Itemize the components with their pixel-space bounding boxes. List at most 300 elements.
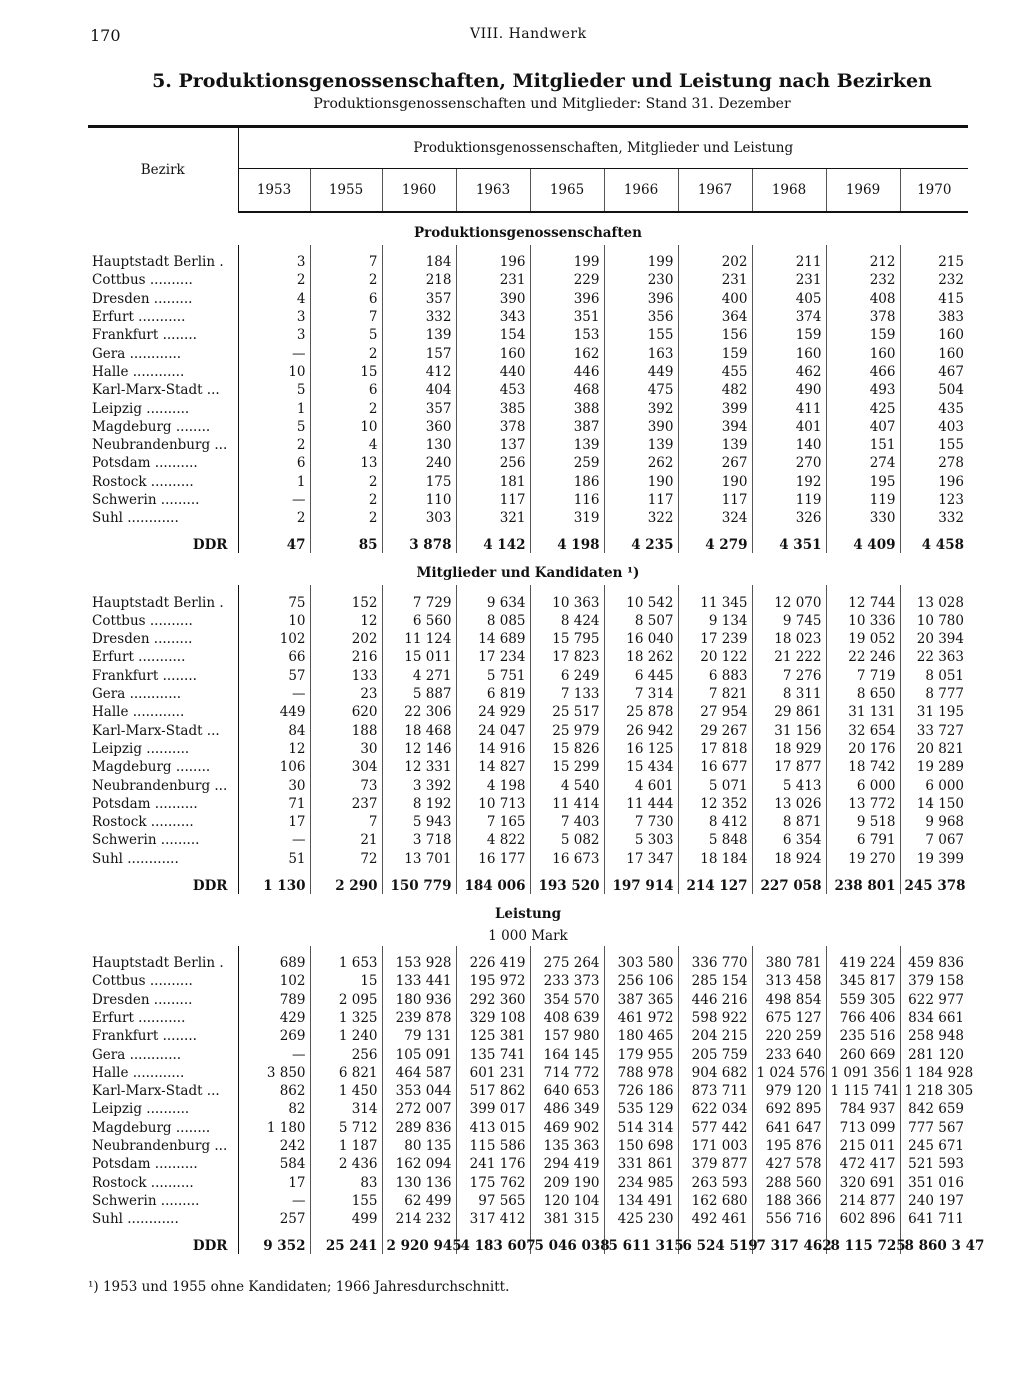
value-cell: 979 120 [752,1082,826,1100]
value-cell: 140 [752,436,826,454]
spacer-cell [456,245,530,253]
table-row [88,399,968,417]
value-cell: 179 955 [604,1045,678,1063]
value-cell: 446 216 [678,991,752,1009]
value-cell: 233 640 [752,1045,826,1063]
value-cell: 27 954 [678,703,752,721]
value-cell: 5 751 [456,667,530,685]
value-cell: 425 [826,399,900,417]
bezirk-name: Potsdam .......... [88,454,238,472]
value-cell: 18 924 [752,850,826,868]
value-cell: 360 [382,418,456,436]
value-cell: 110 [382,491,456,509]
value-cell: 281 120 [908,1046,964,1063]
value-cell: 7 165 [456,813,530,831]
value-cell: 269 [238,1027,310,1045]
value-cell: 18 929 [752,740,826,758]
value-cell: 23 [310,685,382,703]
value-cell: 399 [678,399,752,417]
page-number: 170 [90,26,121,45]
value-cell: 556 716 [752,1210,826,1228]
value-cell: 29 861 [752,703,826,721]
value-cell: 2 [238,436,310,454]
value-cell: 6 791 [826,831,900,849]
value-cell: 267 [678,454,752,472]
spacer-cell [900,245,968,253]
value-cell: 408 639 [530,1009,604,1027]
value-cell: 196 [938,473,964,490]
value-cell: 10 363 [530,593,604,611]
value-cell: 462 [752,363,826,381]
value-cell: 380 781 [752,954,826,972]
value-cell: 689 [238,954,310,972]
value-cell: 160 [938,345,964,362]
value-cell: 904 682 [678,1064,752,1082]
value-cell: 425 230 [604,1210,678,1228]
value-cell: 196 [456,253,530,271]
value-cell: 10 713 [456,795,530,813]
value-cell: 336 770 [678,954,752,972]
table-row [88,344,968,362]
value-cell: 14 689 [456,630,530,648]
table-row [88,491,968,509]
bezirk-name: Schwerin ......... [88,1192,238,1210]
value-cell: 216 [310,648,382,666]
value-cell: 559 305 [826,991,900,1009]
value-cell: 5 303 [604,831,678,849]
value-cell: 29 267 [678,722,752,740]
value-cell: 640 653 [530,1082,604,1100]
value-cell: 22 363 [916,649,964,666]
bezirk-name: Leipzig .......... [88,399,238,417]
total-value: 4 198 [530,527,604,553]
year-header: 1969 [826,169,900,213]
total-value: 4 409 [826,527,900,553]
value-cell: 155 [310,1192,382,1210]
spacer-cell [382,245,456,253]
value-cell: 10 [238,363,310,381]
value-cell: 3 392 [382,776,456,794]
value-cell: 19 289 [916,759,964,776]
value-cell: 319 [530,509,604,527]
value-cell: 304 [310,758,382,776]
value-cell: 80 135 [382,1137,456,1155]
value-cell: 32 654 [826,722,900,740]
value-cell: 9 634 [456,593,530,611]
value-cell: 19 270 [826,850,900,868]
value-cell: 106 [238,758,310,776]
value-cell: 12 744 [826,593,900,611]
total-value: 9 352 [238,1228,310,1254]
value-cell: 419 224 [826,954,900,972]
value-cell: 4 540 [530,776,604,794]
value-cell: 274 [826,454,900,472]
value-cell: 472 417 [826,1155,900,1173]
value-cell: 535 129 [604,1100,678,1118]
value-cell: 190 [604,473,678,491]
bezirk-name: Cottbus .......... [88,972,238,990]
value-cell: 159 [678,344,752,362]
value-cell: 464 587 [382,1064,456,1082]
value-cell: 10 336 [826,612,900,630]
bezirk-name: Cottbus .......... [88,612,238,630]
value-cell: 435 [938,400,964,417]
spacer-cell [752,245,826,253]
total-value: 227 058 [752,868,826,894]
value-cell: 256 [310,1045,382,1063]
total-value: 4 183 607 [456,1228,530,1254]
total-value: 7 317 462 [752,1228,826,1254]
value-cell: 135 363 [530,1137,604,1155]
bezirk-name: Frankfurt ........ [88,326,238,344]
table-subtitle: Produktionsgenossenschaften und Mitglieder: Stand 31. Dezember [313,96,791,112]
value-cell: 272 007 [382,1100,456,1118]
bezirk-name: Frankfurt ........ [88,1027,238,1045]
value-cell: 160 [826,344,900,362]
value-cell: 15 826 [530,740,604,758]
group-header: Produktionsgenossenschaften, Mitglieder und Leistung [238,127,968,169]
table-row [88,1082,968,1100]
value-cell: 2 [310,344,382,362]
value-cell: 1 653 [310,954,382,972]
value-cell: 6 821 [310,1064,382,1082]
value-cell: 153 928 [382,954,456,972]
bezirk-name: Cottbus .......... [88,271,238,289]
total-value: 4 235 [604,527,678,553]
total-value: 4 351 [752,527,826,553]
value-cell: 504 [938,382,964,399]
value-cell: 675 127 [752,1009,826,1027]
value-cell: 622 977 [908,991,964,1008]
value-cell: 160 [456,344,530,362]
value-cell: 8 777 [925,686,964,703]
value-cell: 12 070 [752,593,826,611]
value-cell: 155 [604,326,678,344]
value-cell: 215 [938,254,964,271]
table-row [88,612,968,630]
value-cell: 9 134 [678,612,752,630]
value-cell: 15 [310,363,382,381]
value-cell: 4 822 [456,831,530,849]
table-body [88,212,985,1255]
bezirk-name: Erfurt ........... [88,1009,238,1027]
value-cell: 784 937 [826,1100,900,1118]
table-row [88,667,968,685]
value-cell: 181 [456,473,530,491]
value-cell: 226 419 [456,954,530,972]
value-cell: 403 [938,418,964,435]
value-cell: 16 673 [530,850,604,868]
value-cell: 159 [826,326,900,344]
value-cell: 30 [238,776,310,794]
value-cell: 584 [238,1155,310,1173]
total-row [88,868,968,894]
value-cell: 357 [382,290,456,308]
value-cell: 72 [310,850,382,868]
value-cell: 188 366 [752,1192,826,1210]
value-cell: 6 354 [752,831,826,849]
value-cell: 31 156 [752,722,826,740]
value-cell: 17 239 [678,630,752,648]
value-cell: 453 [456,381,530,399]
value-cell: 21 [310,831,382,849]
value-cell: 873 711 [678,1082,752,1100]
value-cell: 57 [238,667,310,685]
value-cell: 5 082 [530,831,604,849]
value-cell: 6 883 [678,667,752,685]
value-cell: 322 [604,509,678,527]
value-cell: 641 647 [752,1119,826,1137]
value-cell: 5 887 [382,685,456,703]
table-row [88,271,968,289]
value-cell: 159 [752,326,826,344]
value-cell: 73 [310,776,382,794]
bezirk-name: Suhl ............ [88,1210,238,1228]
value-cell: 18 023 [752,630,826,648]
value-cell: 429 [238,1009,310,1027]
value-cell: 388 [530,399,604,417]
value-cell: 240 [382,454,456,472]
section-header-row [88,212,968,245]
spacer-cell [382,585,456,593]
value-cell: 202 [310,630,382,648]
value-cell: 218 [382,271,456,289]
value-cell: 14 150 [916,795,964,812]
value-cell: 15 299 [530,758,604,776]
section-title: Mitglieder und Kandidaten ¹) [416,565,640,582]
value-cell: 17 347 [604,850,678,868]
value-cell: 390 [604,418,678,436]
table-row [88,991,968,1009]
value-cell: 7 067 [925,832,964,849]
value-cell: 622 034 [678,1100,752,1118]
total-value: 1 130 [238,868,310,894]
value-cell: 20 176 [826,740,900,758]
value-cell: 66 [238,648,310,666]
value-cell: 134 491 [604,1192,678,1210]
value-cell: 175 [382,473,456,491]
value-cell: 7 821 [678,685,752,703]
table-row [88,1119,968,1137]
value-cell: 130 [382,436,456,454]
value-cell: 192 [752,473,826,491]
value-cell: 1 091 356 [826,1064,900,1082]
value-cell: 17 [238,1173,310,1191]
value-cell: 275 264 [530,954,604,972]
table-row [88,436,968,454]
bezirk-name: Karl-Marx-Stadt ... [88,381,238,399]
value-cell: 8 051 [925,667,964,684]
value-cell: 241 176 [456,1155,530,1173]
value-cell: 378 [826,308,900,326]
value-cell: 139 [604,436,678,454]
value-cell: 3 850 [238,1064,310,1082]
spacer-cell [900,946,968,954]
value-cell: 239 878 [382,1009,456,1027]
spacer-cell [88,585,238,593]
value-cell: 5 712 [310,1119,382,1137]
bezirk-name: Gera ............ [88,685,238,703]
spacer-cell [530,245,604,253]
value-cell: 190 [678,473,752,491]
bezirk-name: Rostock .......... [88,1173,238,1191]
value-cell: 153 [530,326,604,344]
value-cell: 427 578 [752,1155,826,1173]
value-cell: 413 015 [456,1119,530,1137]
value-cell: 641 711 [908,1211,964,1228]
value-cell: 392 [604,399,678,417]
value-cell: 862 [238,1082,310,1100]
table-row [88,1210,968,1228]
table-row [88,1100,968,1118]
value-cell: 16 040 [604,630,678,648]
bezirk-name: Dresden ......... [88,630,238,648]
value-cell: 18 184 [678,850,752,868]
bezirk-name: Suhl ............ [88,850,238,868]
value-cell: 482 [678,381,752,399]
value-cell: 411 [752,399,826,417]
value-cell: 387 365 [604,991,678,1009]
statistics-table [88,125,985,1255]
value-cell: 75 [238,593,310,611]
bezirk-name: Gera ............ [88,1045,238,1063]
value-cell: 17 823 [530,648,604,666]
value-cell: 4 [238,290,310,308]
value-cell: 400 [678,290,752,308]
total-value: 150 779 [382,868,456,894]
value-cell: 5 943 [382,813,456,831]
value-cell: 79 131 [382,1027,456,1045]
spacer-cell [604,946,678,954]
table-row [88,954,968,972]
value-cell: 157 980 [530,1027,604,1045]
value-cell: 20 821 [916,740,964,757]
spacer-cell [826,946,900,954]
table-row [88,685,968,703]
value-cell: 6 [238,454,310,472]
bezirk-name: Schwerin ......... [88,831,238,849]
section-title: Produktionsgenossenschaften [414,225,642,241]
value-cell: 135 741 [456,1045,530,1063]
value-cell: 24 929 [456,703,530,721]
value-cell: 19 052 [826,630,900,648]
value-cell: 11 444 [604,795,678,813]
value-cell: 620 [310,703,382,721]
value-cell: 133 441 [382,972,456,990]
value-cell: 19 399 [916,850,964,867]
table-row [88,381,968,399]
value-cell: 263 593 [678,1173,752,1191]
table-row [88,1173,968,1191]
value-cell: 303 580 [604,954,678,972]
bezirk-name: Erfurt ........... [88,308,238,326]
value-cell: 25 517 [530,703,604,721]
value-cell: 214 877 [826,1192,900,1210]
spacer-cell [310,946,382,954]
value-cell: 3 [238,326,310,344]
value-cell: 7 730 [604,813,678,831]
value-cell: 256 106 [604,972,678,990]
year-header: 1968 [752,169,826,213]
value-cell: 381 315 [530,1210,604,1228]
value-cell: 17 818 [678,740,752,758]
total-value: 238 801 [826,868,900,894]
value-cell: 258 948 [908,1028,964,1045]
value-cell: 331 861 [604,1155,678,1173]
spacer-cell [88,245,238,253]
table-row [88,1155,968,1173]
value-cell: 220 259 [752,1027,826,1045]
value-cell: 16 677 [678,758,752,776]
spacer-cell [382,946,456,954]
value-cell: 230 [604,271,678,289]
spacer-cell [604,585,678,593]
spacer-cell [238,585,310,593]
bezirk-name: Neubrandenburg ... [88,1137,238,1155]
value-cell: 26 942 [604,722,678,740]
value-cell: 9 518 [826,813,900,831]
value-cell: 8 507 [604,612,678,630]
value-cell: 353 044 [382,1082,456,1100]
bezirk-name: Leipzig .......... [88,740,238,758]
value-cell: 475 [604,381,678,399]
value-cell: 231 [456,271,530,289]
spacer-cell [678,946,752,954]
spacer-row [88,585,968,593]
bezirk-name: Dresden ......... [88,290,238,308]
value-cell: 602 896 [826,1210,900,1228]
total-value: 8 860 3 47 [904,1238,985,1255]
value-cell: 278 [938,455,964,472]
value-cell: 30 [310,740,382,758]
value-cell: 188 [310,722,382,740]
value-cell: 303 [382,509,456,527]
total-value: 8 115 725 [826,1228,900,1254]
value-cell: 6 560 [382,612,456,630]
table-row [88,363,968,381]
total-value: 5 046 038 [530,1228,604,1254]
value-cell: 235 516 [826,1027,900,1045]
value-cell: 7 403 [530,813,604,831]
value-cell: 466 [826,363,900,381]
value-cell: 1 187 [310,1137,382,1155]
value-cell: 7 133 [530,685,604,703]
table-row [88,1192,968,1210]
bezirk-name: Hauptstadt Berlin . [88,253,238,271]
value-cell: 162 680 [678,1192,752,1210]
section-unit: 1 000 Mark [488,927,568,944]
table-row [88,1137,968,1155]
value-cell: 256 [456,454,530,472]
value-cell: 20 394 [916,631,964,648]
value-cell: 378 [456,418,530,436]
value-cell: 490 [752,381,826,399]
value-cell: 16 177 [456,850,530,868]
value-cell: 11 345 [678,593,752,611]
value-cell: 231 [752,271,826,289]
value-cell: 2 436 [310,1155,382,1173]
value-cell: 156 [678,326,752,344]
value-cell: 11 414 [530,795,604,813]
value-cell: 16 125 [604,740,678,758]
value-cell: 396 [530,290,604,308]
value-cell: 51 [238,850,310,868]
value-cell: 137 [456,436,530,454]
value-cell: 17 [238,813,310,831]
table-row [88,703,968,721]
value-cell: 195 [826,473,900,491]
value-cell: 326 [752,509,826,527]
